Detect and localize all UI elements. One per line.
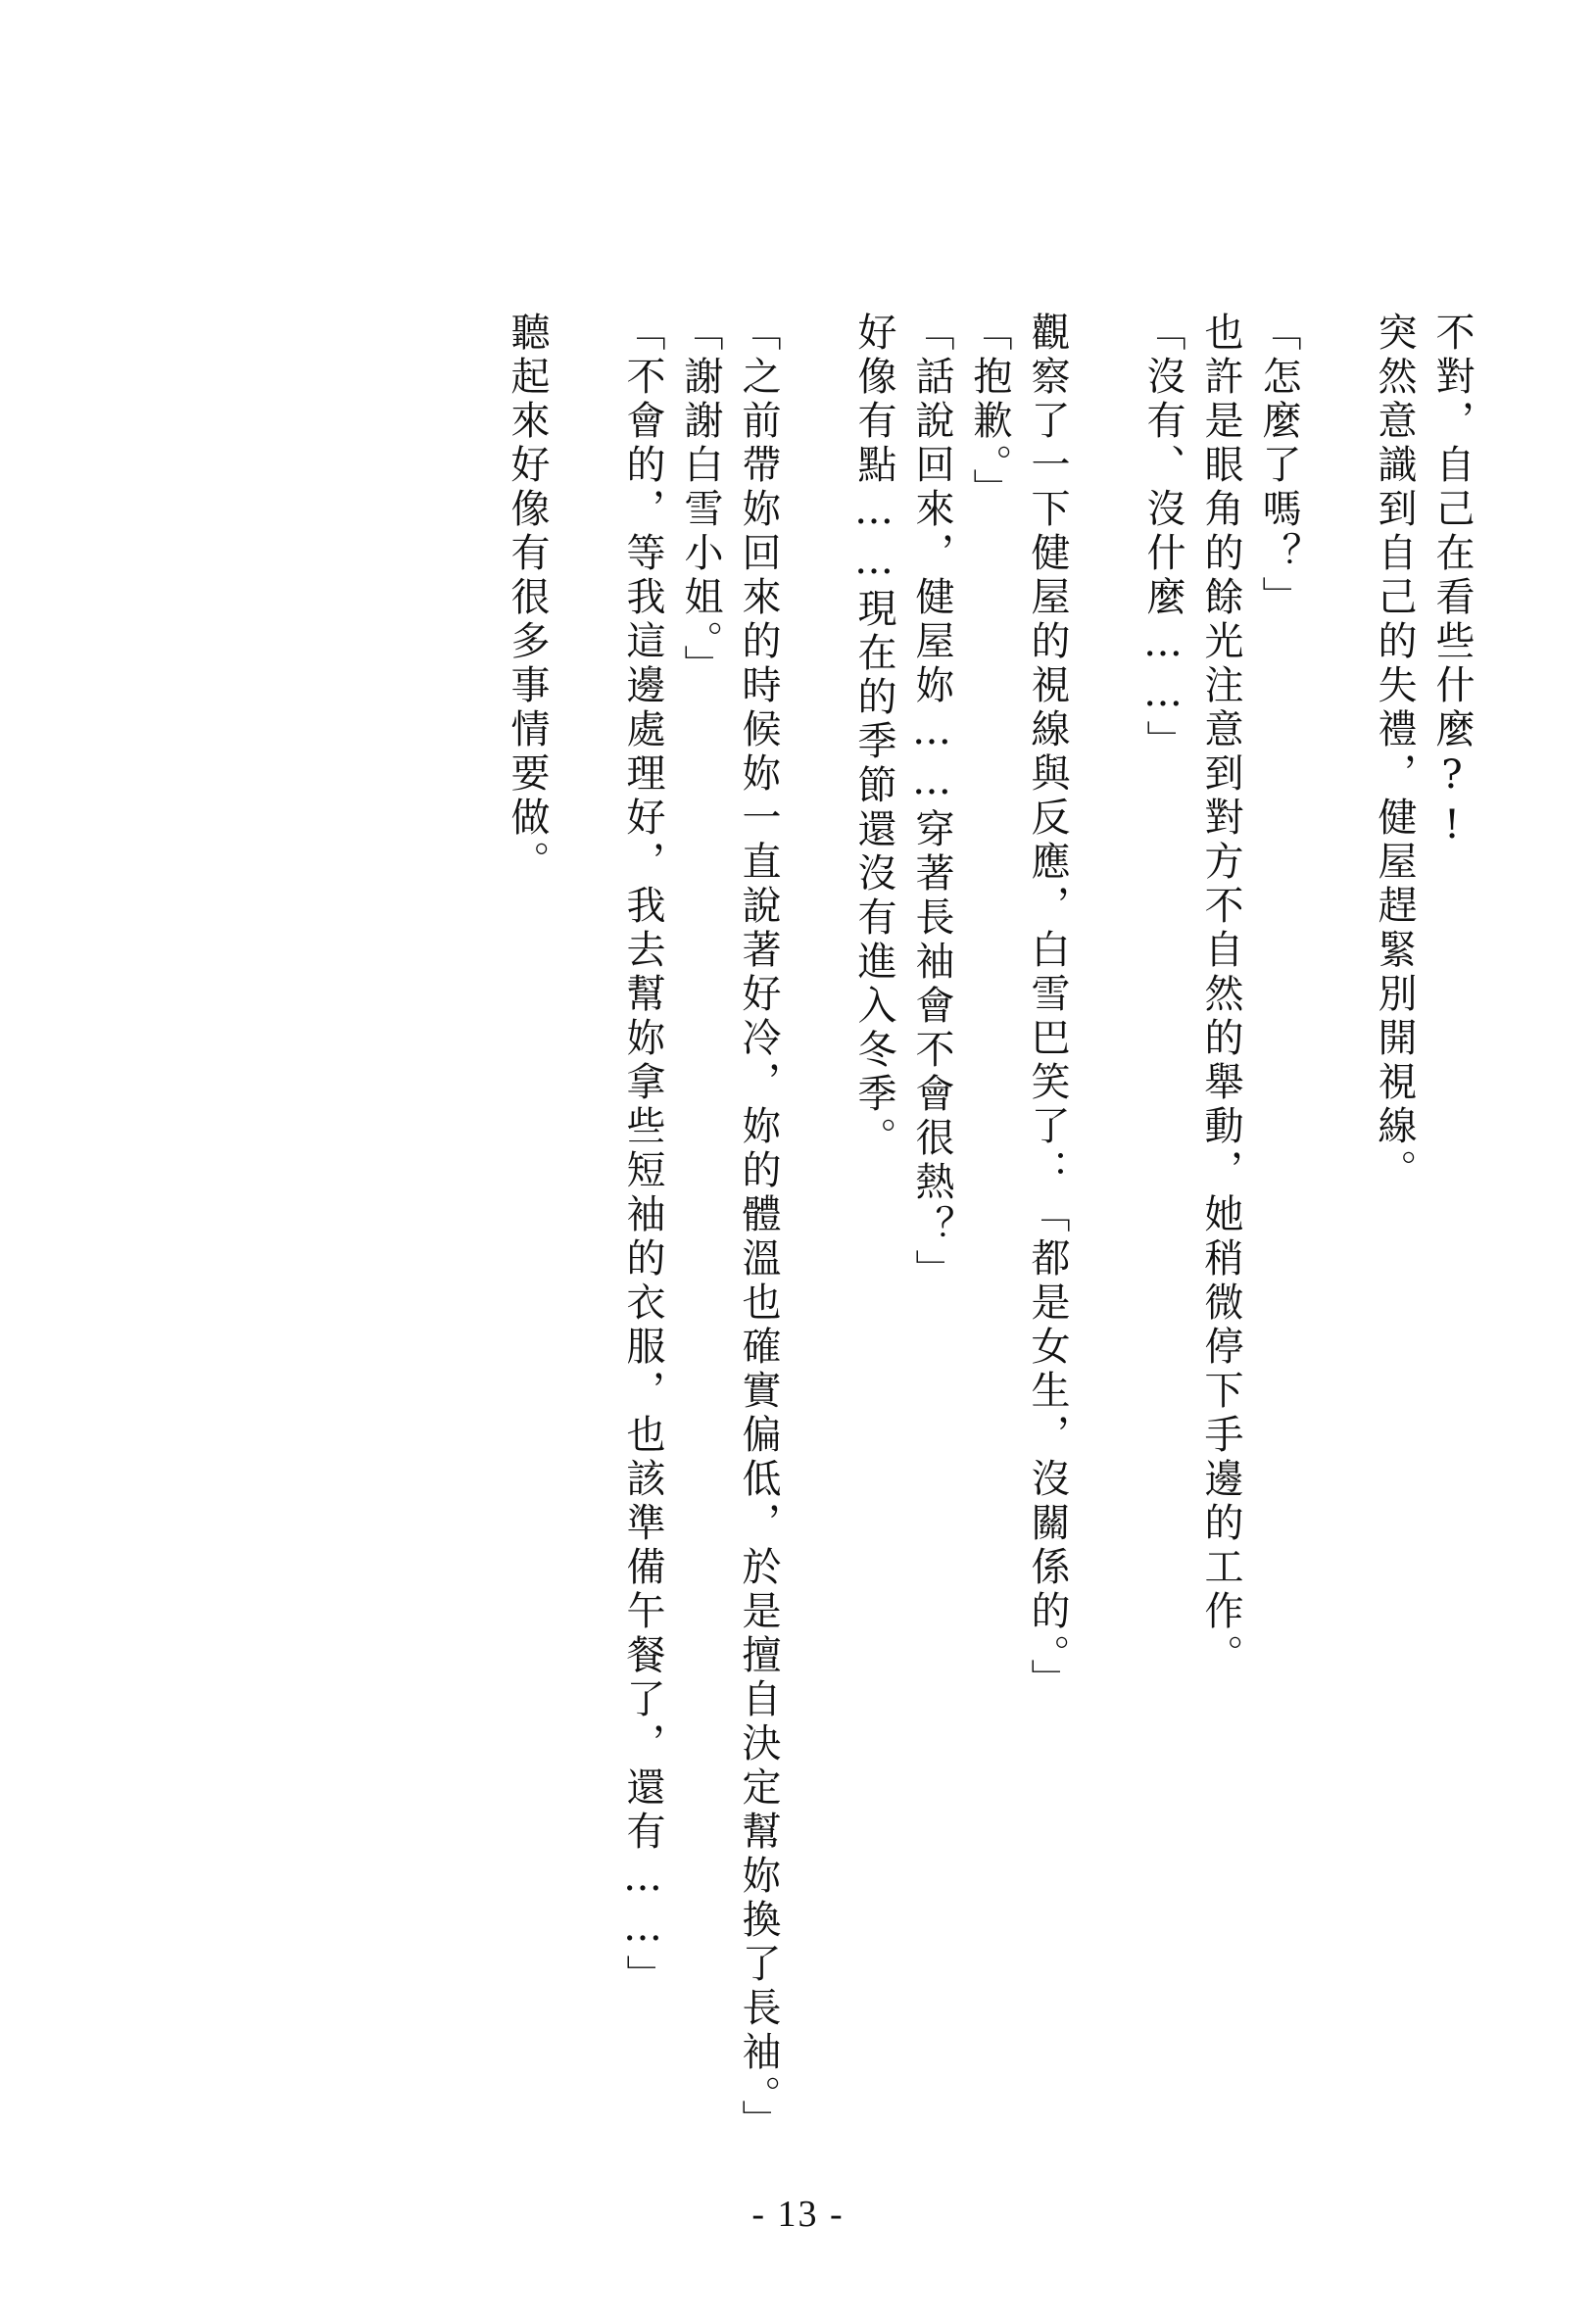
blank-line — [787, 312, 845, 2222]
blank-line — [556, 312, 613, 2222]
text-line: 「不會的，等我這邊處理好，我去幫妳拿些短袖的衣服，也該準備午餐了，還有……」 — [620, 312, 665, 1999]
page-number: - 13 - — [751, 2194, 845, 2235]
text-line: 聽起來好像有很多事情要做。 — [505, 312, 550, 885]
blank-line — [1076, 312, 1134, 2222]
text-line: 也許是眼角的餘光注意到對方不自然的舉動，她稍微停下手邊的工作。 — [1198, 312, 1243, 1678]
text-line: 「抱歉。」 — [967, 312, 1012, 512]
text-line: 突然意識到自己的失禮，健屋趕緊別開視線。 — [1372, 312, 1417, 1193]
text-line: 「怎麼了嗎？」 — [1256, 312, 1301, 620]
blank-line — [1307, 312, 1365, 2222]
text-line: 「謝謝白雪小姐。」 — [678, 312, 723, 689]
text-line: 「之前帶妳回來的時候妳一直說著好冷，妳的體溫也確實偏低，於是擅自決定幫妳換了長袖。」 — [736, 312, 781, 2144]
text-line: 好像有點……現在的季節還沒有進入冬季。 — [851, 312, 896, 1161]
text-line: 「話說回來，健屋妳……穿著長袖會不會很熱？」 — [909, 312, 954, 1293]
text-line: 「沒有、沒什麼……」 — [1140, 312, 1185, 764]
vertical-text-body — [498, 312, 1480, 2222]
text-line: 觀察了一下健屋的視線與反應，白雪巴笑了：「都是女生，沒關係的。」 — [1025, 312, 1070, 1703]
text-line: 不對，自己在看些什麼?! — [1429, 312, 1475, 852]
